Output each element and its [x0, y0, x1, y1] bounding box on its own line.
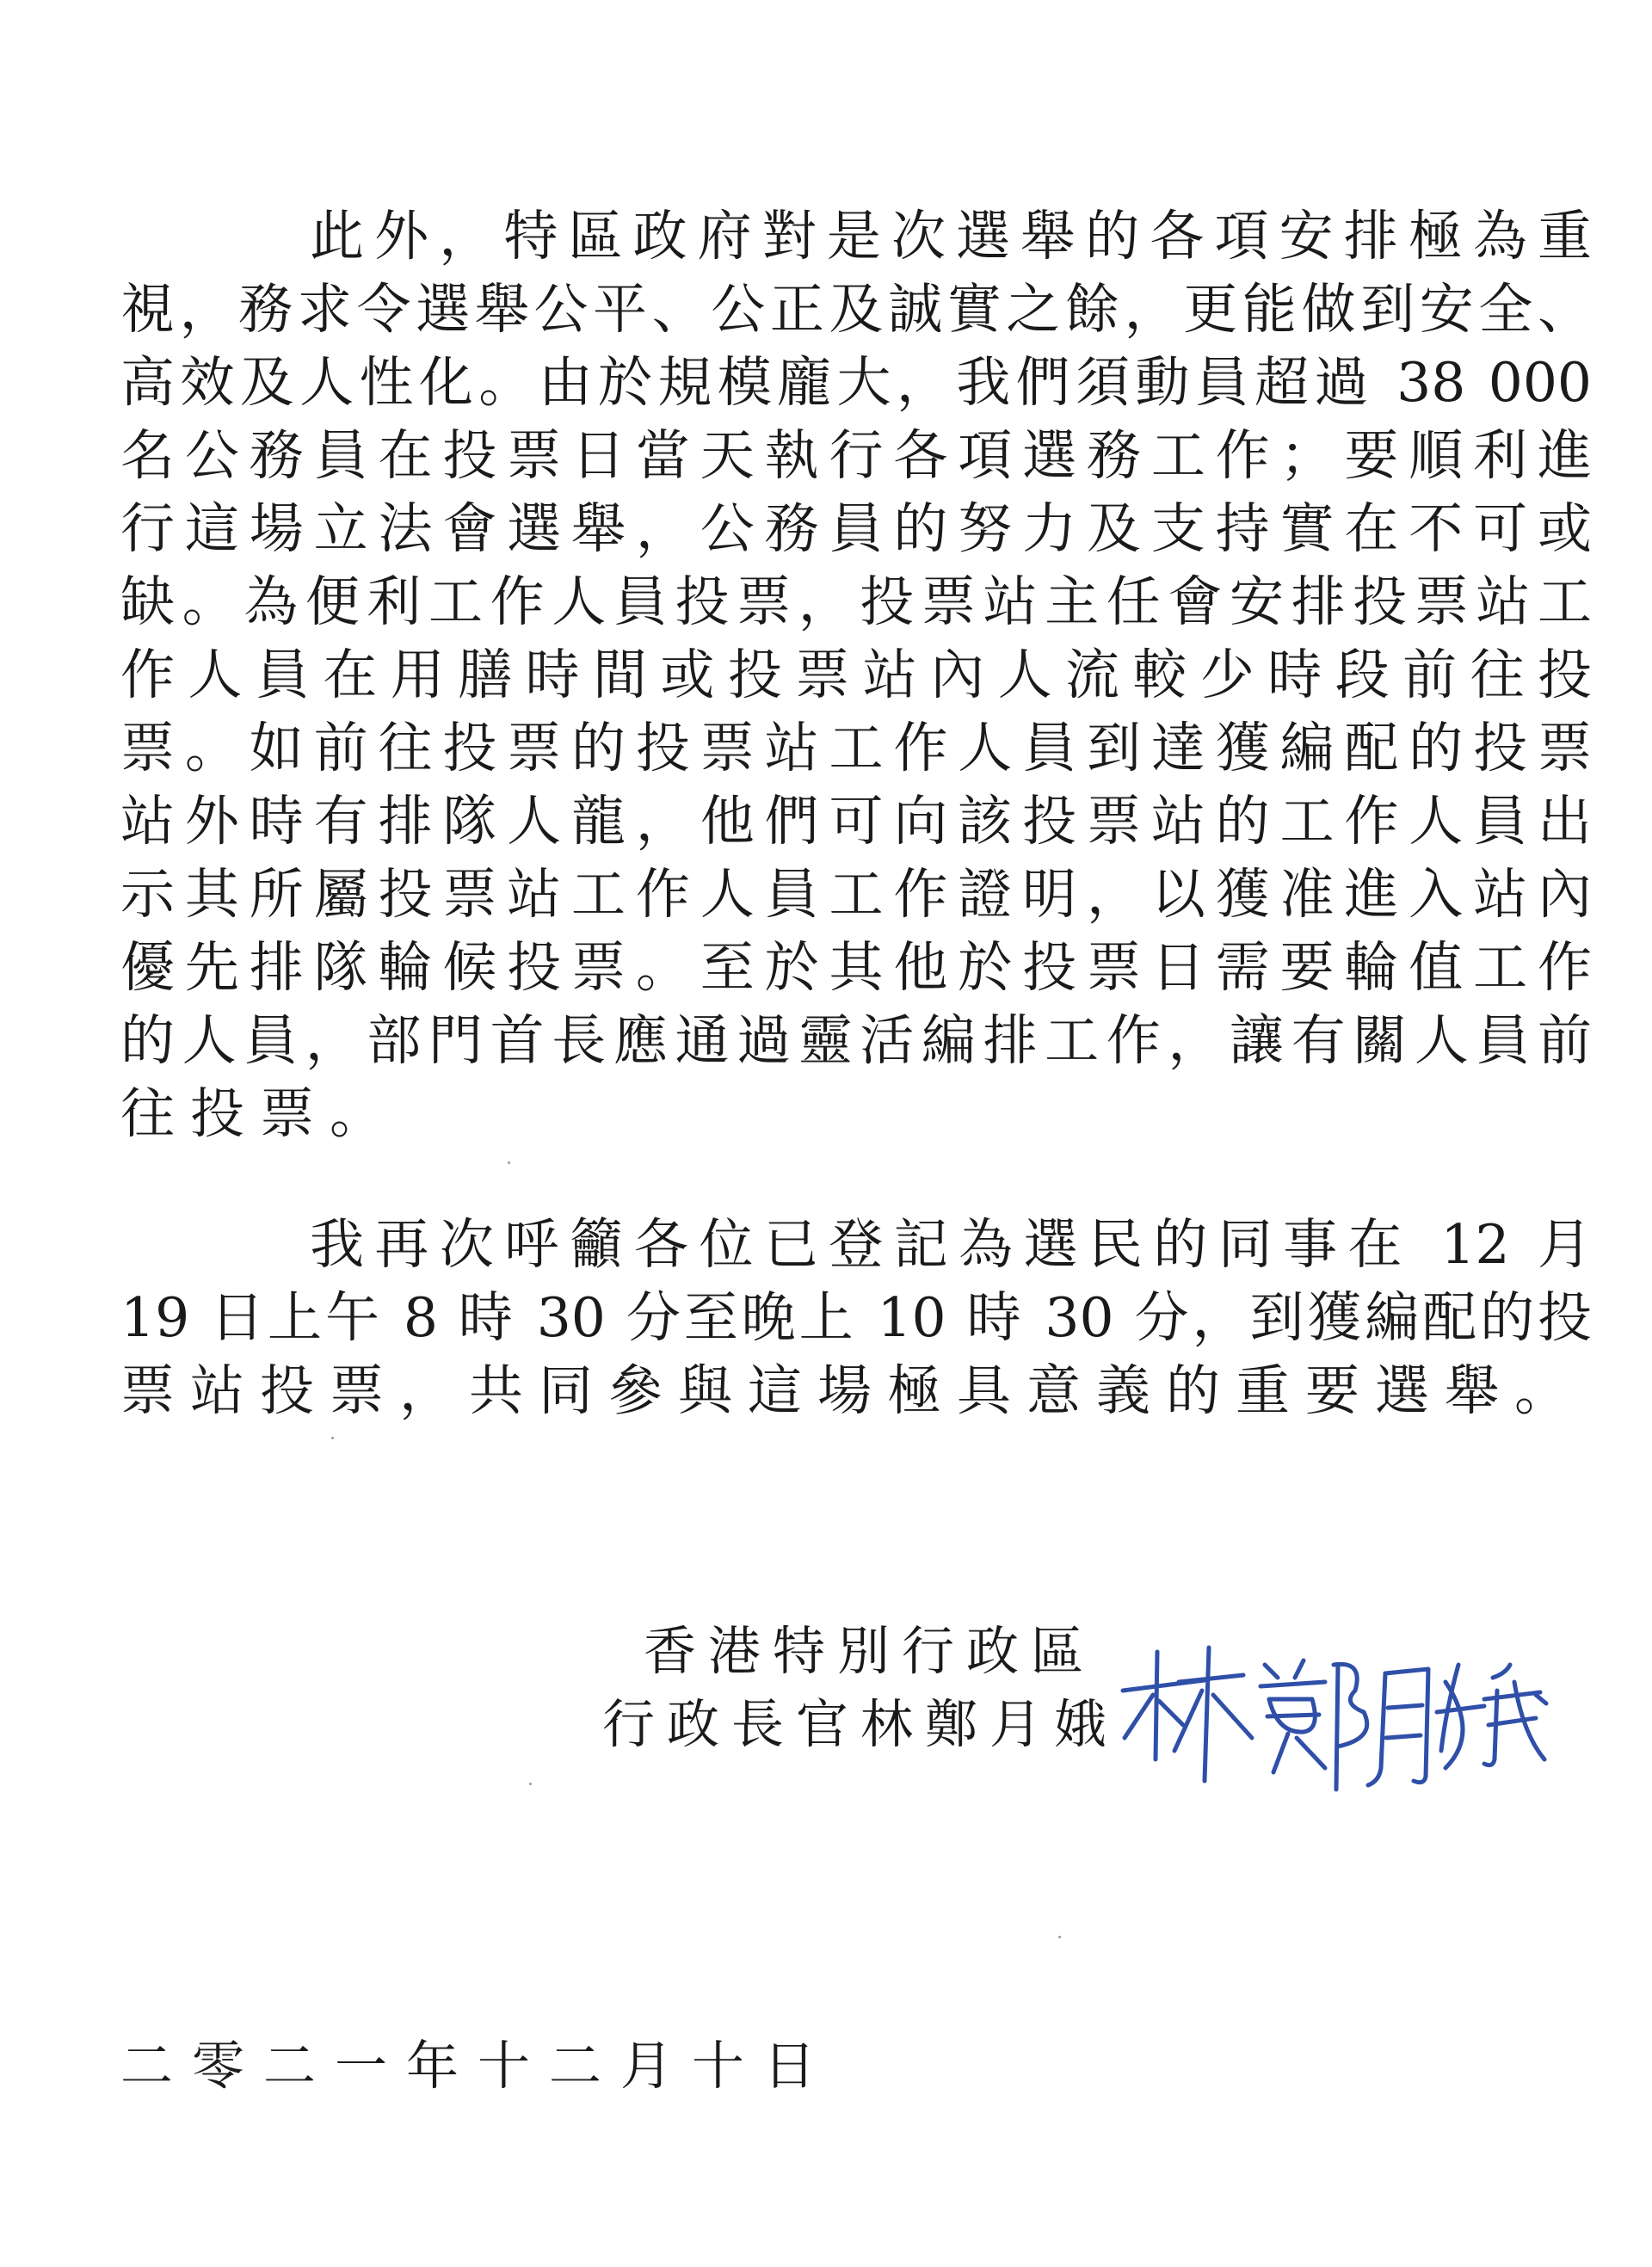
paragraph-1-line: 的人員，部門首長應通過靈活編排工作，讓有關人員前	[120, 1009, 1592, 1072]
paragraph-1-line: 缺。為便利工作人員投票，投票站主任會安排投票站工	[120, 570, 1592, 633]
paragraph-1-line: 行這場立法會選舉，公務員的努力及支持實在不可或	[120, 497, 1592, 560]
paragraph-1-line: 此外，特區政府對是次選舉的各項安排極為重	[310, 205, 1592, 268]
letter-date: 二零二一年十二月十日	[120, 2036, 835, 2097]
signoff-region: 香港特別行政區	[644, 1621, 1096, 1682]
scan-speck	[529, 1783, 532, 1785]
handwritten-signature	[1106, 1630, 1553, 1802]
scan-speck	[1058, 1936, 1061, 1938]
paragraph-1-line: 高效及人性化。由於規模龐大，我們須動員超過 38 000	[120, 351, 1592, 414]
paragraph-1-line: 站外時有排隊人龍，他們可向該投票站的工作人員出	[120, 790, 1592, 853]
paragraph-2-line: 我再次呼籲各位已登記為選民的同事在 12 月	[310, 1213, 1592, 1276]
paragraph-2-line: 19 日上午 8 時 30 分至晚上 10 時 30 分，到獲編配的投	[120, 1286, 1592, 1349]
paragraph-1-line: 票。如前往投票的投票站工作人員到達獲編配的投票	[120, 717, 1592, 779]
paragraph-1-line: 示其所屬投票站工作人員工作證明，以獲准進入站內	[120, 863, 1592, 926]
scan-speck	[508, 1161, 510, 1164]
paragraph-1-line: 作人員在用膳時間或投票站內人流較少時段前往投	[120, 644, 1592, 706]
signoff-title: 行政長官林鄭月娥	[602, 1694, 1119, 1755]
scan-speck	[331, 1437, 334, 1439]
paragraph-1-line: 名公務員在投票日當天執行各項選務工作；要順利進	[120, 424, 1592, 487]
paragraph-1-line: 往投票。	[120, 1082, 399, 1145]
paragraph-1-line: 視，務求令選舉公平、公正及誠實之餘，更能做到安全、	[120, 278, 1592, 341]
paragraph-2-line: 票站投票，共同參與這場極具意義的重要選舉。	[120, 1359, 1584, 1422]
paragraph-1-line: 優先排隊輪候投票。至於其他於投票日需要輪值工作	[120, 936, 1592, 999]
